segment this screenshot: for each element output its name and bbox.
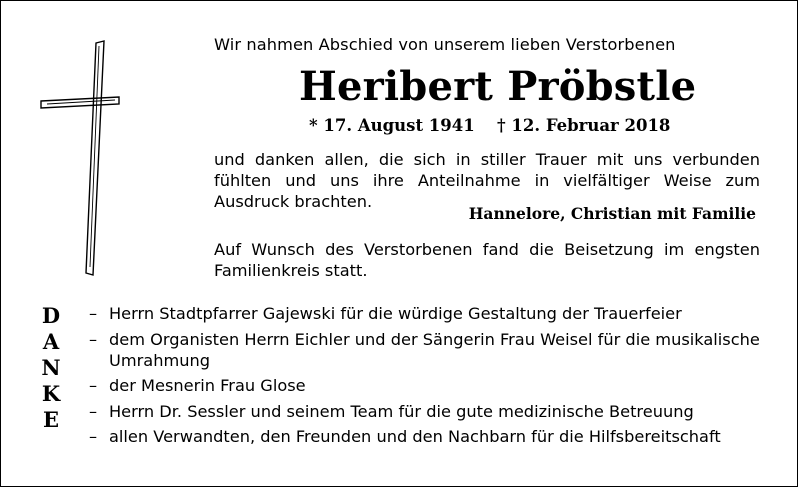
thanks-paragraph: und danken allen, die sich in stiller Trauer mit uns verbunden fühlten und uns ihre Anteilnahme in vielfältiger Weise zum Ausdruck brachten. [214,150,760,211]
list-item-text: der Mesnerin Frau Glose [109,376,306,395]
list-item [89,426,769,447]
acknowledgement-list [89,303,769,452]
danke-letter: N [41,355,61,380]
list-item [89,401,769,422]
intro-text: Wir nahmen Abschied von unserem lieben Verstorbenen [214,35,676,54]
list-item-text: Herrn Stadtpfarrer Gajewski für die würdige Gestaltung der Trauerfeier [109,304,682,323]
cross-icon [39,37,121,277]
dash-bullet: – [89,329,98,349]
dash-bullet: – [89,427,98,446]
deceased-name: Heribert Pröbstle [299,63,697,110]
list-item-text: Herrn Dr. Sessler und seinem Team für die gute medizinische Betreuung [109,401,694,421]
dash-bullet: – [89,376,98,395]
list-item-text: allen Verwandten, den Freunden und den Nachbarn für die Hilfsbereitschaft [109,427,721,446]
list-item-text: dem Organisten Herrn Eichler und der Sängerin Frau Weisel für die musikalische Umrahmung [109,329,760,370]
birth-date: * 17. August 1941 [309,116,475,135]
danke-letter: K [41,381,61,406]
list-item [89,303,769,324]
death-date: † 12. Februar 2018 [497,116,671,135]
signature: Hannelore, Christian mit Familie [468,204,756,223]
list-item [89,329,769,371]
burial-paragraph: Auf Wunsch des Verstorbenen fand die Beisetzung im engsten Familienkreis statt. [214,240,760,280]
dash-bullet: – [89,304,98,323]
danke-letter: E [42,407,59,432]
danke-letter: A [42,329,60,354]
list-item [89,375,769,396]
danke-letter: D [41,303,61,328]
dash-bullet: – [89,401,98,421]
danke-vertical-heading [39,303,63,433]
